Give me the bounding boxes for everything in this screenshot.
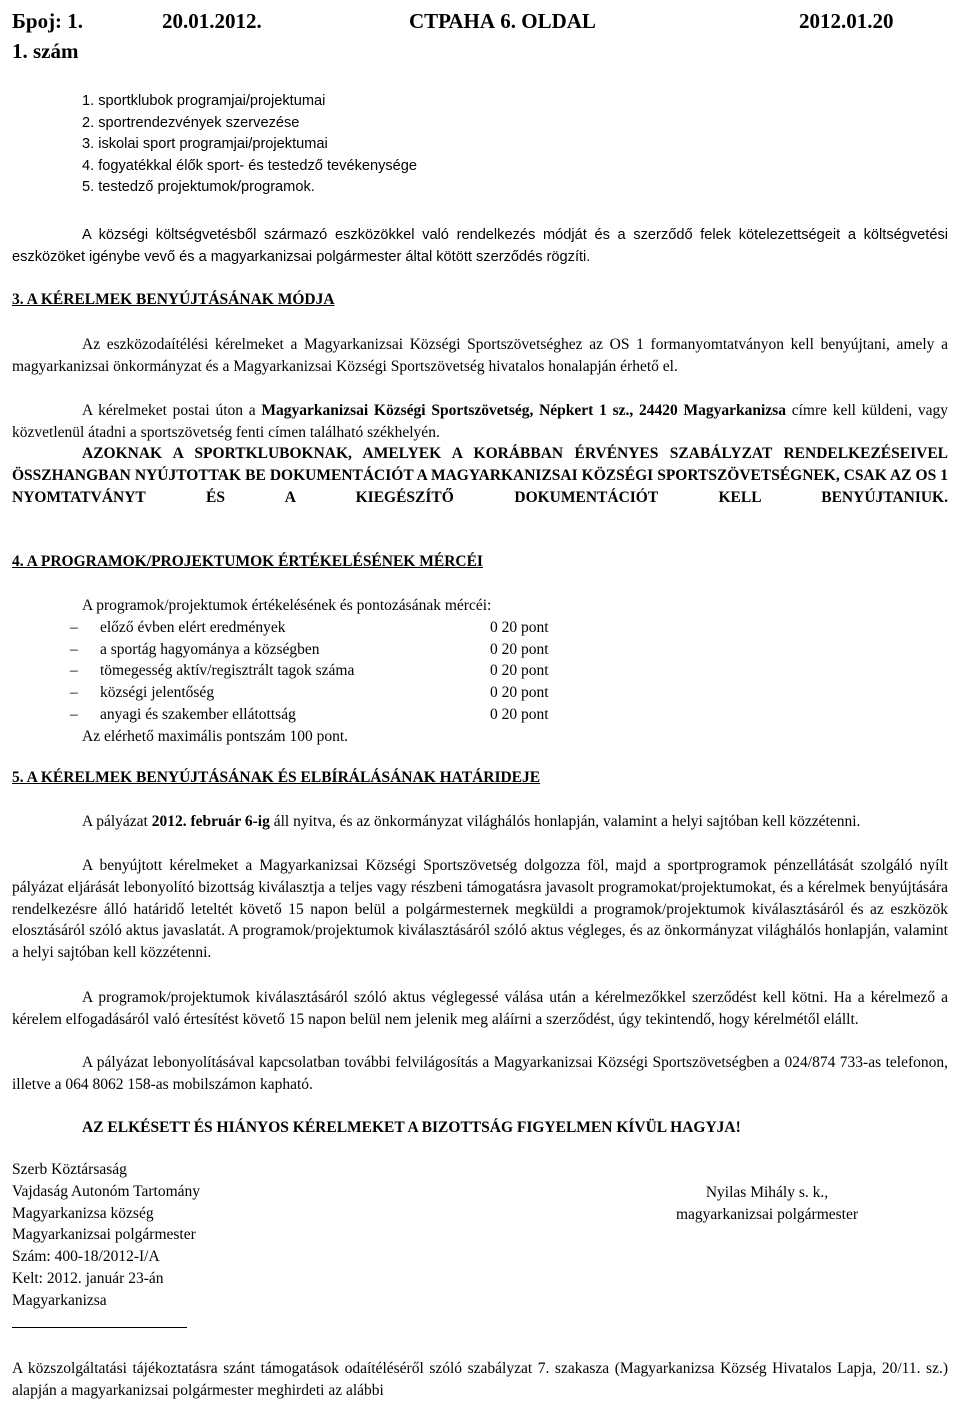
- header-issue-sr: Број: 1.: [12, 9, 84, 33]
- issuer-line: Szám: 400-18/2012-I/A: [12, 1248, 160, 1266]
- list-item: 2. sportrendezvények szervezése: [82, 114, 300, 131]
- criteria-row: – anyagi és szakember ellátottság 0 20 pont: [70, 705, 549, 723]
- section-3-notice: AZOKNAK A SPORTKLUBOKNAK, AMELYEK A KORÁBBAN ÉRVÉNYES SZABÁLYZAT RENDELKEZÉSEIVEL ÖSSZHANGBAN NYÚJTOTTAK BE DOKUMENTÁCIÓT A MAGYARKANIZSAI KÖZSÉGI SPORTSZÖVETSÉGNEK, CSAK AZ OS 1 NYOMTATVÁNYT ÉS A KIEGÉSZÍTŐ DOKUMENTÁCIÓT KELL BENYÚJTANIUK.: [12, 445, 948, 506]
- list-item: 3. iskolai sport programjai/projektumai: [82, 136, 328, 153]
- issuer-block: [12, 1159, 200, 1312]
- section-5-paragraph-1: A pályázat 2012. február 6-ig áll nyitva, és az önkormányzat világhálós honlapján, valamint a helyi sajtóban kell közzétenni.: [82, 813, 861, 830]
- section-5-heading: 5. A KÉRELMEK BENYÚJTÁSÁNAK ÉS ELBÍRÁLÁSÁNAK HATÁRIDEJE: [12, 769, 541, 786]
- section-3-heading: 3. A KÉRELMEK BENYÚJTÁSÁNAK MÓDJA: [12, 291, 335, 308]
- section-3-paragraph-1: Az eszközodaítélési kérelmeket a Magyarkanizsai Községi Sportszövetséghez az OS 1 formanyomtatványon kell benyújtani, amely a magyarkanizsai önkormányzat és a Magyarkanizsai Községi Sportszövetség hivatalos honalapján érhető el.: [12, 336, 948, 375]
- signatory-name: Nyilas Mihály s. k.,: [705, 1184, 829, 1201]
- issuer-line: Szerb Köztársaság: [12, 1161, 127, 1178]
- issuer-line: Vajdaság Autonóm Tartomány: [12, 1182, 201, 1200]
- association-address: Magyarkanizsai Községi Sportszövetség, Népkert 1 sz.: [261, 402, 630, 419]
- issuer-line: Magyarkanizsa: [12, 1291, 107, 1309]
- criteria-row: – községi jelentőség 0 20 pont: [70, 684, 549, 702]
- section-5-paragraph-2: A benyújtott kérelmeket a Magyarkanizsai Községi Sportszövetség dolgozza föl, majd a sportprogramok pénzellátását szolgáló nyílt pályázat eljárását lebonyolító bizottság kiválasztja a teljes vagy részbeni támogatásra javasolt programokat/projektumokat, és a kérelmek benyújtására rendelkezésre álló határidő leteltét követő 15 napon belül a polgármesternek megküldi a programok/projektumok kiválasztásáról és az eszközök elosztásáról szóló aktus javaslatát. A programok/projektumok kiválasztásáról szóló aktus végleges, és az önkormányzat világhálós honlapján, valamint a helyi sajtóban kell közzétenni.: [12, 857, 948, 962]
- criteria-row: – a sportág hagyománya a községben 0 20 pont: [70, 640, 549, 658]
- late-applications-warning: AZ ELKÉSETT ÉS HIÁNYOS KÉRELMEKET A BIZOTTSÁG FIGYELMEN KÍVÜL HAGYJA!: [82, 1119, 741, 1136]
- separator-rule: [12, 1327, 187, 1328]
- deadline: 2012. február 6-ig: [151, 813, 270, 830]
- signatory-title: magyarkanizsai polgármester: [675, 1205, 859, 1223]
- section-5-paragraph-3: A programok/projektumok kiválasztásáról szóló aktus véglegessé válása után a kérelmezőkkel szerződést kell kötni. Ha a kérelmező a kérelem elfogadásáról való értesítést követő 15 napon belül nem jelenik meg aláírni a szerződést, úgy tekintendő, hogy kérelmétől elállt.: [12, 989, 948, 1028]
- section-3-paragraph-2: A kérelmeket postai úton a Magyarkanizsai Községi Sportszövetség, Népkert 1 sz., 24420 Magyarkanizsa címre kell küldeni, vagy közvetlenül átadni a sportszövetség fenti címen található székhelyén.: [12, 402, 948, 441]
- criteria-row: – tömegesség aktív/regisztrált tagok száma 0 20 pont: [70, 662, 549, 680]
- issuer-line: Magyarkanizsai polgármester: [12, 1226, 196, 1244]
- footer-paragraph: A közszolgáltatási tájékoztatásra szánt támogatások odaítéléséről szóló szabályzat 7. szakasza (Magyarkanizsa Község Hivatalos Lapja, 20/11. sz.) alapján a magyarkanizsai polgármester meghirdeti az alábbi: [12, 1360, 948, 1399]
- criteria-row: – előző évben elért eredmények 0 20 pont: [70, 618, 549, 636]
- header-issue: [12, 6, 83, 66]
- signatory-block: [647, 1182, 887, 1226]
- criteria-block: [70, 595, 549, 748]
- header-issue-hu: 1. szám: [12, 39, 79, 63]
- issuer-line: Kelt: 2012. január 23-án: [12, 1269, 164, 1287]
- list-item: 5. testedző projektumok/programok.: [82, 179, 315, 196]
- header-page-number: СТРАНА 6. OLDAL: [409, 9, 596, 33]
- issuer-line: Magyarkanizsa község: [12, 1204, 154, 1222]
- list-item: 4. fogyatékkal élők sport- és testedző tevékenysége: [82, 157, 418, 174]
- section-4-heading: 4. A PROGRAMOK/PROJEKTUMOK ÉRTÉKELÉSÉNEK MÉRCÉI: [12, 553, 483, 570]
- header-date-hu: 2012.01.20: [799, 9, 894, 33]
- program-type-list: [82, 91, 417, 199]
- list-item: 1. sportklubok programjai/projektumai: [82, 93, 326, 109]
- section-5-paragraph-4: A pályázat lebonyolításával kapcsolatban további felvilágosítás a Magyarkanizsai Községi Sportszövetségben a 024/874 733-as telefonon, illetve a 064 8062 158-as mobilszámon kapható.: [12, 1054, 948, 1093]
- header-date-sr: 20.01.2012.: [162, 9, 262, 33]
- criteria-max-score: Az elérhető maximális pontszám 100 pont.: [82, 727, 349, 745]
- criteria-intro: A programok/projektumok értékelésének és pontozásának mércéi:: [82, 597, 492, 614]
- budget-paragraph: A községi költségvetésből származó eszközökkel való rendelkezés módját és a szerződő felek kötelezettségeit a költségvetési eszközöket igénybe vevő és a magyarkanizsai polgármester által kötött szerződés rögzíti.: [12, 227, 948, 265]
